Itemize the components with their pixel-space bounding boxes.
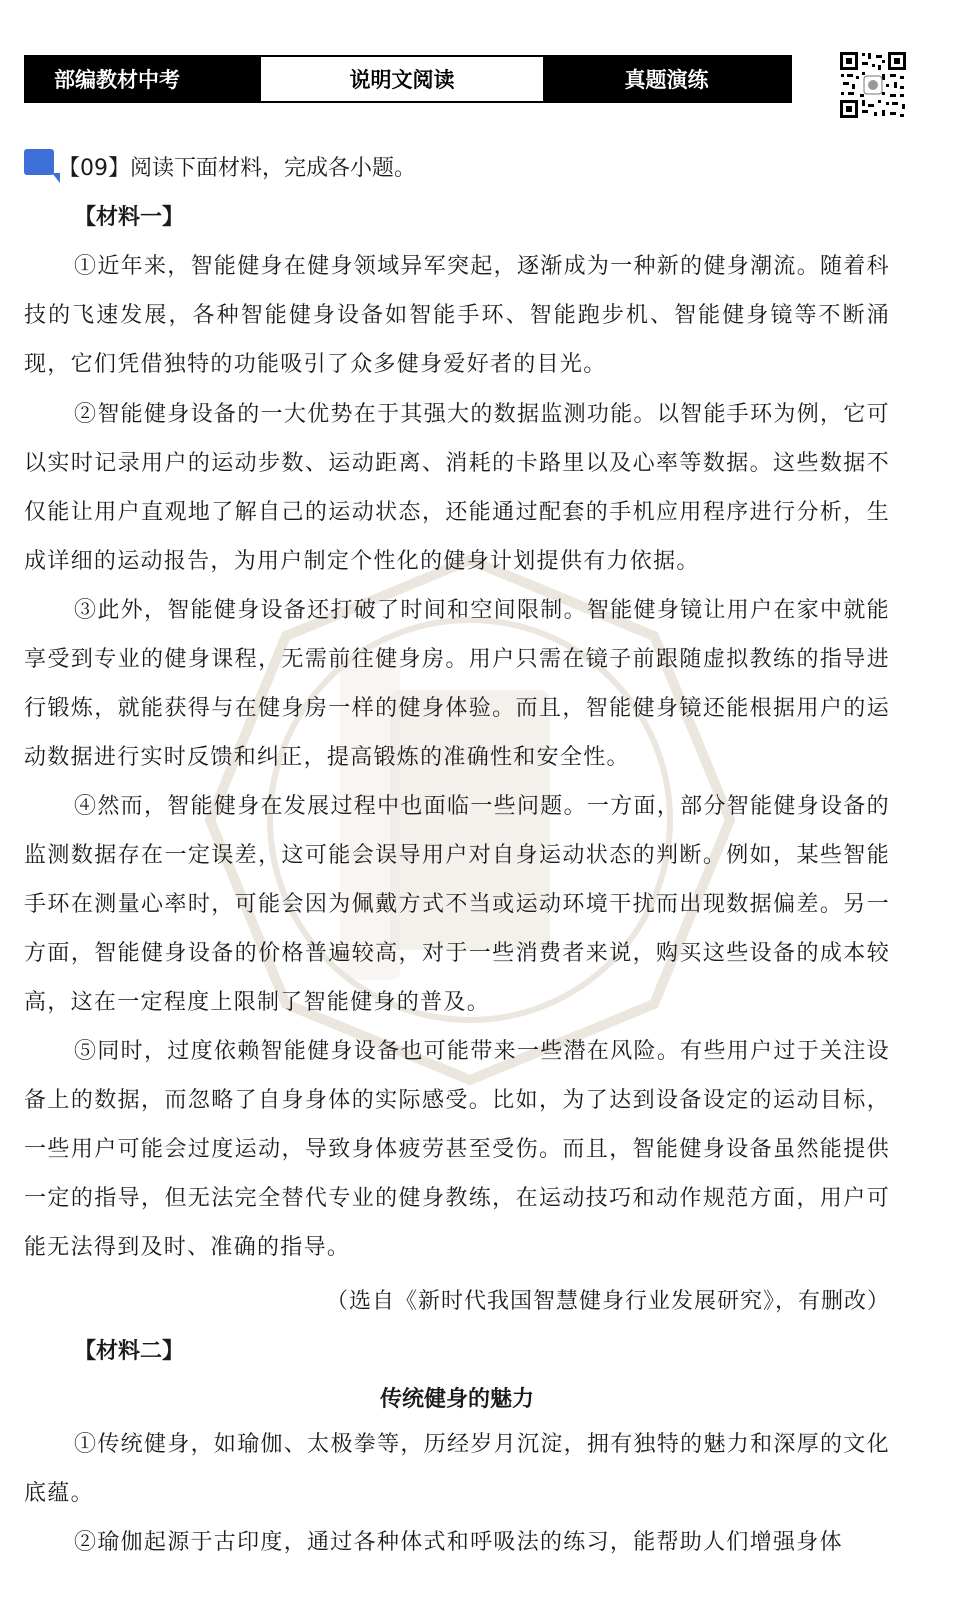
material1-paragraph-1: ①近年来，智能健身在健身领域异军突起，逐渐成为一种新的健身潮流。随着科技的飞速发展，各种智能健身设备如智能手环、智能跑步机、智能健身镜等不断涌现，它们凭借独特的功能吸引了众多健身爱好者的目光。 — [24, 254, 890, 377]
material2-heading: 传统健身的魅力 — [379, 1387, 534, 1412]
qr-code-icon — [838, 50, 908, 120]
header-bar — [24, 55, 792, 103]
material2-title: 【材料二】 — [74, 1339, 185, 1364]
header-left-label: 部编教材中考 — [26, 57, 261, 101]
question-line — [24, 142, 416, 190]
material1-paragraph-4: ④然而，智能健身在发展过程中也面临一些问题。一方面，部分智能健身设备的监测数据存在一定误差，这可能会误导用户对自身运动状态的判断。例如，某些智能手环在测量心率时，可能会因为佩戴方式不当或运动环境干扰而出现数据偏差。另一方面，智能健身设备的价格普遍较高，对于一些消费者来说，购买这些设备的成本较高，这在一定程度上限制了智能健身的普及。 — [24, 794, 890, 1015]
material1-paragraph-3: ③此外，智能健身设备还打破了时间和空间限制。智能健身镜让用户在家中就能享受到专业的健身课程，无需前往健身房。用户只需在镜子前跟随虚拟教练的指导进行锻炼，就能获得与在健身房一样的健身体验。而且，智能健身镜还能根据用户的运动数据进行实时反馈和纠正，提高锻炼的准确性和安全性。 — [24, 598, 890, 770]
material2-paragraph-2: ②瑜伽起源于古印度，通过各种体式和呼吸法的练习，能帮助人们增强身体 — [74, 1530, 843, 1555]
header-right-label: 真题演练 — [543, 57, 790, 101]
material1-source: （选自《新时代我国智慧健身行业发展研究》，有删改） — [325, 1289, 890, 1314]
material2-paragraph-1: ①传统健身，如瑜伽、太极拳等，历经岁月沉淀，拥有独特的魅力和深厚的文化底蕴。 — [24, 1432, 890, 1506]
material1-paragraph-5: ⑤同时，过度依赖智能健身设备也可能带来一些潜在风险。有些用户过于关注设备上的数据，而忽略了自身身体的实际感受。比如，为了达到设备设定的运动目标，一些用户可能会过度运动，导致身体疲劳甚至受伤。而且，智能健身设备虽然能提供一定的指导，但无法完全替代专业的健身教练，在运动技巧和动作规范方面，用户可能无法得到及时、准确的指导。 — [24, 1039, 890, 1260]
question-text: 【09】阅读下面材料，完成各小题。 — [58, 155, 416, 181]
header-middle-label: 说明文阅读 — [261, 57, 543, 101]
bookmark-icon — [24, 149, 54, 175]
material1-paragraph-2: ②智能健身设备的一大优势在于其强大的数据监测功能。以智能手环为例，它可以实时记录用户的运动步数、运动距离、消耗的卡路里以及心率等数据。这些数据不仅能让用户直观地了解自己的运动状态，还能通过配套的手机应用程序进行分析，生成详细的运动报告，为用户制定个性化的健身计划提供有力依据。 — [24, 402, 890, 574]
material1-title: 【材料一】 — [74, 205, 185, 230]
